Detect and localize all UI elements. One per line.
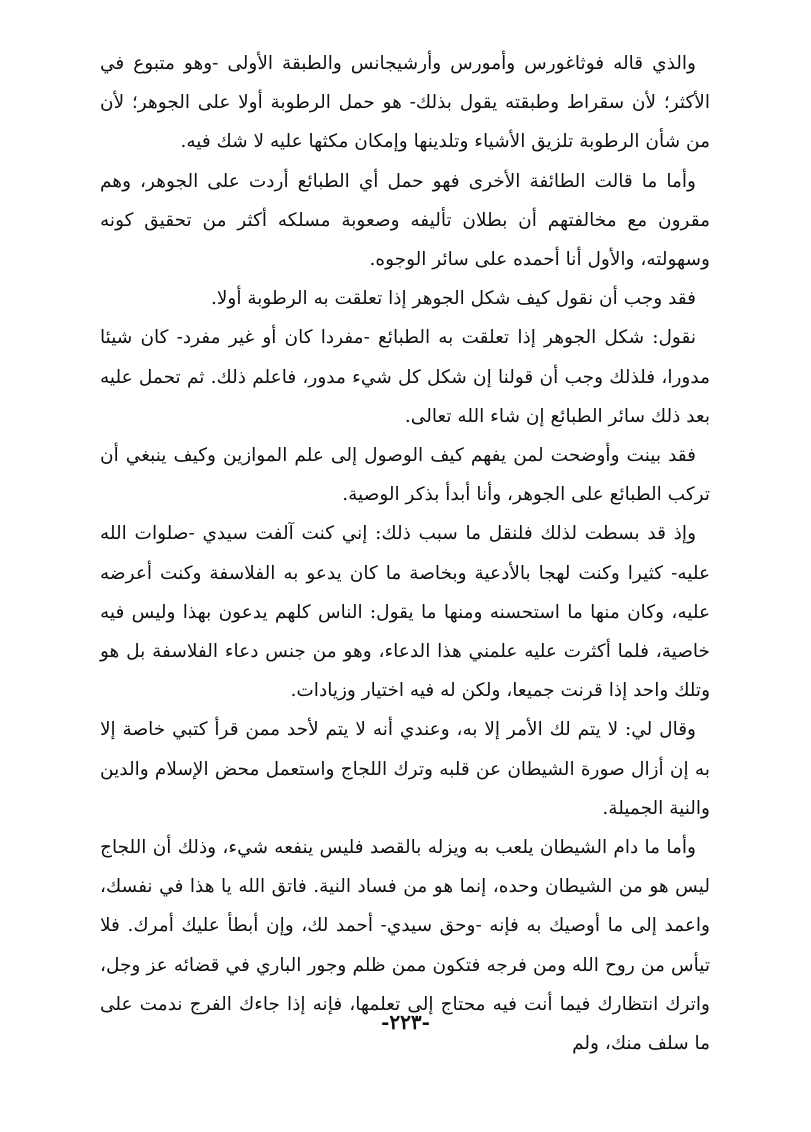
paragraph-2: وأما ما قالت الطائفة الأخرى فهو حمل أي الطبائع أردت على الجوهر، وهم مقرون مع مخالفتهم أن بطلان تأليفه وصعوبة مسلكه أكثر من تحقيق كونه وسهولته، والأول أنا أحمده على سائر الوجوه. (100, 170, 710, 271)
paragraph-1: والذي قاله فوثاغورس وأمورس وأرشيجانس والطبقة الأولى -وهو متبوع في الأكثر؛ لأن سقراط وطبقته يقول بذلك- هو حمل الرطوبة أولا على الجوهر؛ لأن من شأن الرطوبة تلزيق الأشياء وتلدينها وإمكان مكثها عليه لا شك فيه. (100, 53, 710, 153)
paragraph-3: فقد وجب أن نقول كيف شكل الجوهر إذا تعلقت به الرطوبة أولا. (210, 288, 696, 310)
paragraph-5: فقد بينت وأوضحت لمن يفهم كيف الوصول إلى علم الموازين وكيف ينبغي أن تركب الطبائع على الجوهر، وأنا أبدأ بذكر الوصية. (100, 445, 710, 506)
paragraph-4: نقول: شكل الجوهر إذا تعلقت به الطبائع -مفردا كان أو غير مفرد- كان شيئا مدورا، فلذلك وجب أن قولنا إن شكل كل شيء مدور، فاعلم ذلك. ثم تحمل عليه بعد ذلك سائر الطبائع إن شاء الله تعالى. (100, 327, 710, 427)
paragraph-6: وإذ قد بسطت لذلك فلنقل ما سبب ذلك: إني كنت آلفت سيدي -صلوات الله عليه- كثيرا وكنت لهجا بالأدعية وبخاصة ما كان يدعو به الفلاسفة وكنت أعرضه عليه، وكان منها ما استحسنه ومنها ما يقول: الناس كلهم يدعون بهذا وليس فيه خاصية، فلما أكثرت عليه علمني هذا الدعاء، وهو من جنس دعاء الفلاسفة بل هو وتلك واحد إذا قرنت جميعا، ولكن له فيه اختيار وزيادات. (100, 523, 710, 702)
paragraph-7: وقال لي: لا يتم لك الأمر إلا به، وعندي أنه لا يتم لأحد ممن قرأ كتبي خاصة إلا به إن أزال صورة الشيطان عن قلبه وترك اللجاج واستعمل محض الإسلام والدين والنية الجميلة. (100, 719, 710, 819)
body-text (100, 44, 710, 1063)
paragraph-8: وأما ما دام الشيطان يلعب به ويزله بالقصد فليس ينفعه شيء، وذلك أن اللجاج ليس هو من الشيطان وحده، إنما هو من فساد النية. فاتق الله يا هذا في نفسك، واعمد إلى ما أوصيك به فإنه -وحق سيدي- أحمد لك، وإن أبطأ عليك أمرك. فلا تيأس من روح الله ومن فرجه فتكون ممن ظلم وجور الباري في قضائه عز وجل، واترك انتظارك فيما أنت فيه محتاج إلى تعلمها، فإنه إذا جاءك الفرج ندمت على ما سلف منك، ولم (100, 837, 710, 1055)
page-number: -٢٢٣- (381, 1010, 430, 1034)
